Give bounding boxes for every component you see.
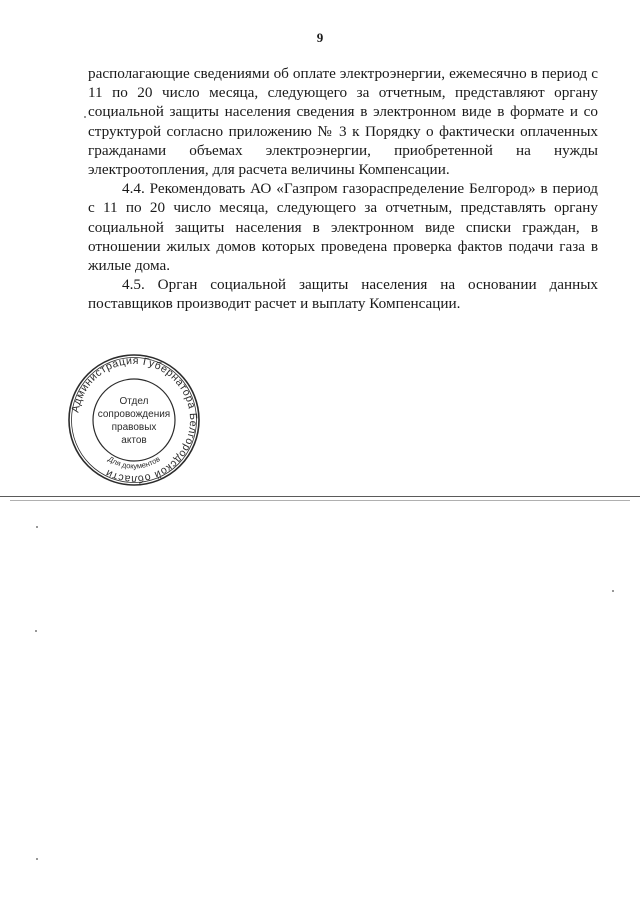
- page-divider: [0, 496, 640, 497]
- scan-speck: [84, 116, 86, 118]
- paragraph-continuation: располагающие сведениями об оплате электроэнергии, ежемесячно в период с 11 по 20 число месяца, следующего за отчетным, представляют органу социальной защиты населения сведения в электронном виде в формате и со структурой согласно приложению № 3 к Порядку о фактически оплаченных гражданами объемах электроэнергии, приобретенной на нужды электроотопления, для расчета величины Компенсации.: [88, 65, 598, 179]
- official-stamp: [66, 352, 202, 488]
- stamp-center-line-4: актов: [121, 435, 147, 446]
- paragraph-4-4: 4.4. Рекомендовать АО «Газпром газораспределение Белгород» в период с 11 по 20 число месяца, следующего за отчетным, представлять органу социальной защиты населения в электронном виде списки граждан, в отношении жилых домов которых проведена проверка фактов подачи газа в жилые дома.: [88, 180, 598, 275]
- stamp-center-line-3: правовых: [111, 422, 157, 433]
- scan-speck: [36, 858, 38, 860]
- scan-speck: [36, 526, 38, 528]
- stamp-inner-ring-text: Для документов: [106, 454, 162, 471]
- scan-speck: [612, 590, 614, 592]
- stamp-center-line-1: Отдел: [119, 396, 149, 407]
- document-body: [88, 64, 598, 314]
- stamp-outer-ring-text: Администрация Губернатора Белгородской области: [69, 354, 200, 486]
- stamp-center-line-2: сопровождения: [97, 409, 171, 420]
- scan-speck: [35, 630, 37, 632]
- stamp-inner-circle: [93, 379, 175, 461]
- page-number: 9: [316, 30, 324, 45]
- paragraph-4-5: 4.5. Орган социальной защиты населения на основании данных поставщиков производит расчет и выплату Компенсации.: [88, 276, 598, 313]
- page-divider-faint: [10, 500, 630, 501]
